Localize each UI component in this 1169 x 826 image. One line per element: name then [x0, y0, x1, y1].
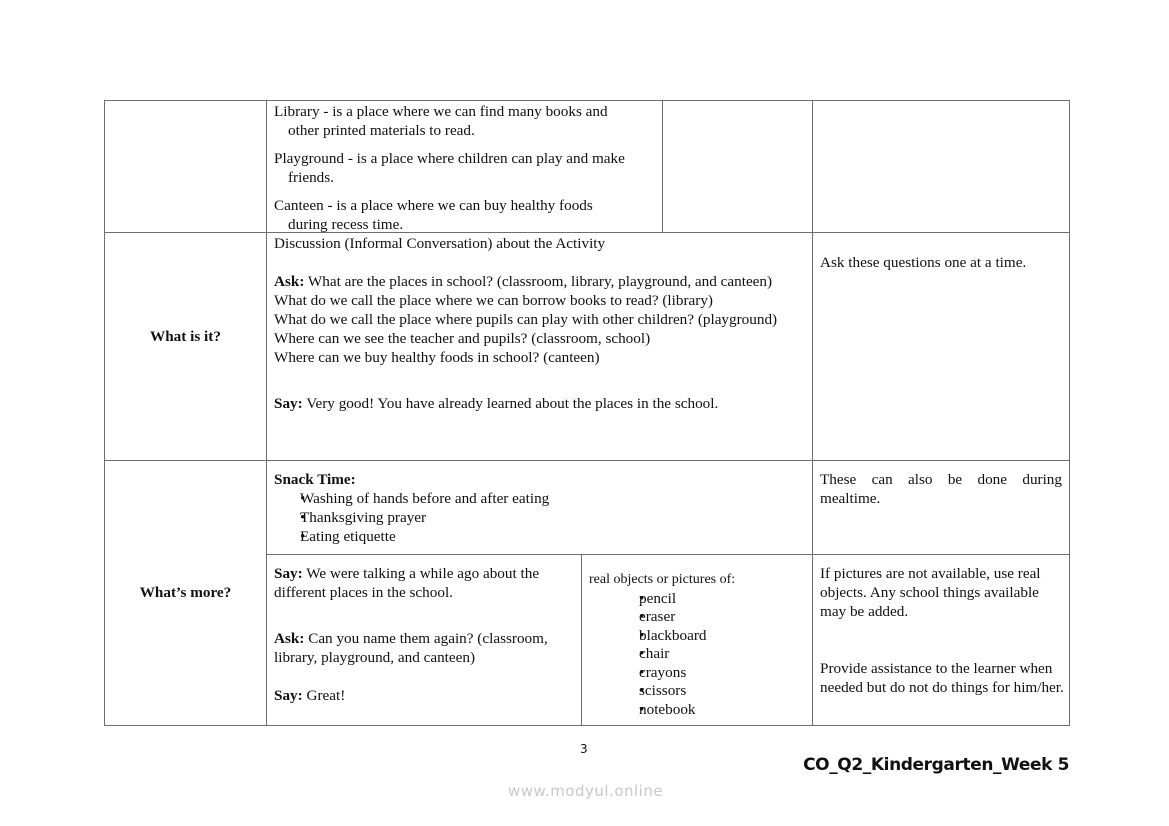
phase-what-is-it: What is it?	[150, 328, 221, 345]
question: What do we call the place where we can borrow books to read? (library)	[274, 292, 713, 309]
subrow-divider	[266, 554, 1070, 555]
phase-whats-more: What’s more?	[139, 584, 232, 601]
list-item: • eraser	[616, 608, 807, 627]
table-border-right	[1069, 100, 1070, 726]
list-item: • Eating etiquette	[274, 527, 805, 546]
list-item: • Thanksgiving prayer	[274, 508, 805, 527]
question: What do we call the place where pupils can play with other children? (playground)	[274, 311, 778, 328]
list-item: • pencil	[616, 590, 807, 609]
column-divider	[662, 100, 663, 232]
column-divider	[266, 100, 267, 726]
list-item: • crayons	[616, 664, 807, 683]
snack-time-title: Snack Time:	[274, 471, 356, 488]
ask-paragraph: Ask: Can you name them again? (classroom, library, playground, and canteen)	[274, 630, 548, 666]
list-item: • blackboard	[616, 627, 807, 646]
materials-notes-cell	[820, 564, 1066, 697]
row-divider	[104, 460, 1070, 461]
list-item: • notebook	[616, 701, 807, 720]
note-assistance: Provide assistance to the learner when needed but do not do things for him/her.	[820, 660, 1064, 696]
table-border-left	[104, 100, 105, 726]
snack-time-cell	[274, 470, 805, 546]
ask-paragraph: Ask: What are the places in school? (classroom, library, playground, and canteen)	[274, 273, 773, 290]
column-divider	[812, 100, 813, 726]
table-border-bottom	[104, 725, 1070, 726]
note-pictures: If pictures are not available, use real objects. Any school things available may be added.	[820, 565, 1041, 620]
table-border-top	[104, 100, 1070, 101]
list-item: • scissors	[616, 682, 807, 701]
snack-time-list	[274, 489, 805, 546]
document-code: CO_Q2_Kindergarten_Week 5	[803, 755, 1069, 775]
materials-cell	[589, 571, 807, 719]
question: Where can we buy healthy foods in school? (canteen)	[274, 349, 600, 366]
say-ask-cell	[274, 564, 578, 705]
list-item: • Washing of hands before and after eating	[274, 489, 805, 508]
column-divider	[581, 554, 582, 726]
say-great: Say: Great!	[274, 687, 346, 704]
say-paragraph: Say: Very good! You have already learned about the places in the school.	[274, 395, 719, 412]
snack-note: These can also be done during mealtime.	[820, 471, 1062, 507]
say-paragraph: Say: We were talking a while ago about the different places in the school.	[274, 565, 540, 601]
materials-list	[616, 590, 807, 720]
definition-playground: Playground - is a place where children can play and make friends.	[274, 150, 625, 186]
note-one-at-a-time: Ask these questions one at a time.	[820, 254, 1027, 271]
discussion-intro: Discussion (Informal Conversation) about the Activity	[274, 235, 606, 252]
question: Where can we see the teacher and pupils? (classroom, school)	[274, 330, 651, 347]
discussion-cell	[274, 234, 805, 413]
list-item: • chair	[616, 645, 807, 664]
watermark: www.modyul.online	[508, 782, 664, 800]
definition-library: Library - is a place where we can find many books and other printed materials to read.	[274, 103, 608, 139]
page-number: 3	[580, 742, 588, 756]
materials-title: real objects or pictures of:	[589, 572, 736, 587]
definition-canteen: Canteen - is a place where we can buy healthy foods during recess time.	[274, 197, 593, 233]
definitions-cell	[274, 102, 655, 234]
